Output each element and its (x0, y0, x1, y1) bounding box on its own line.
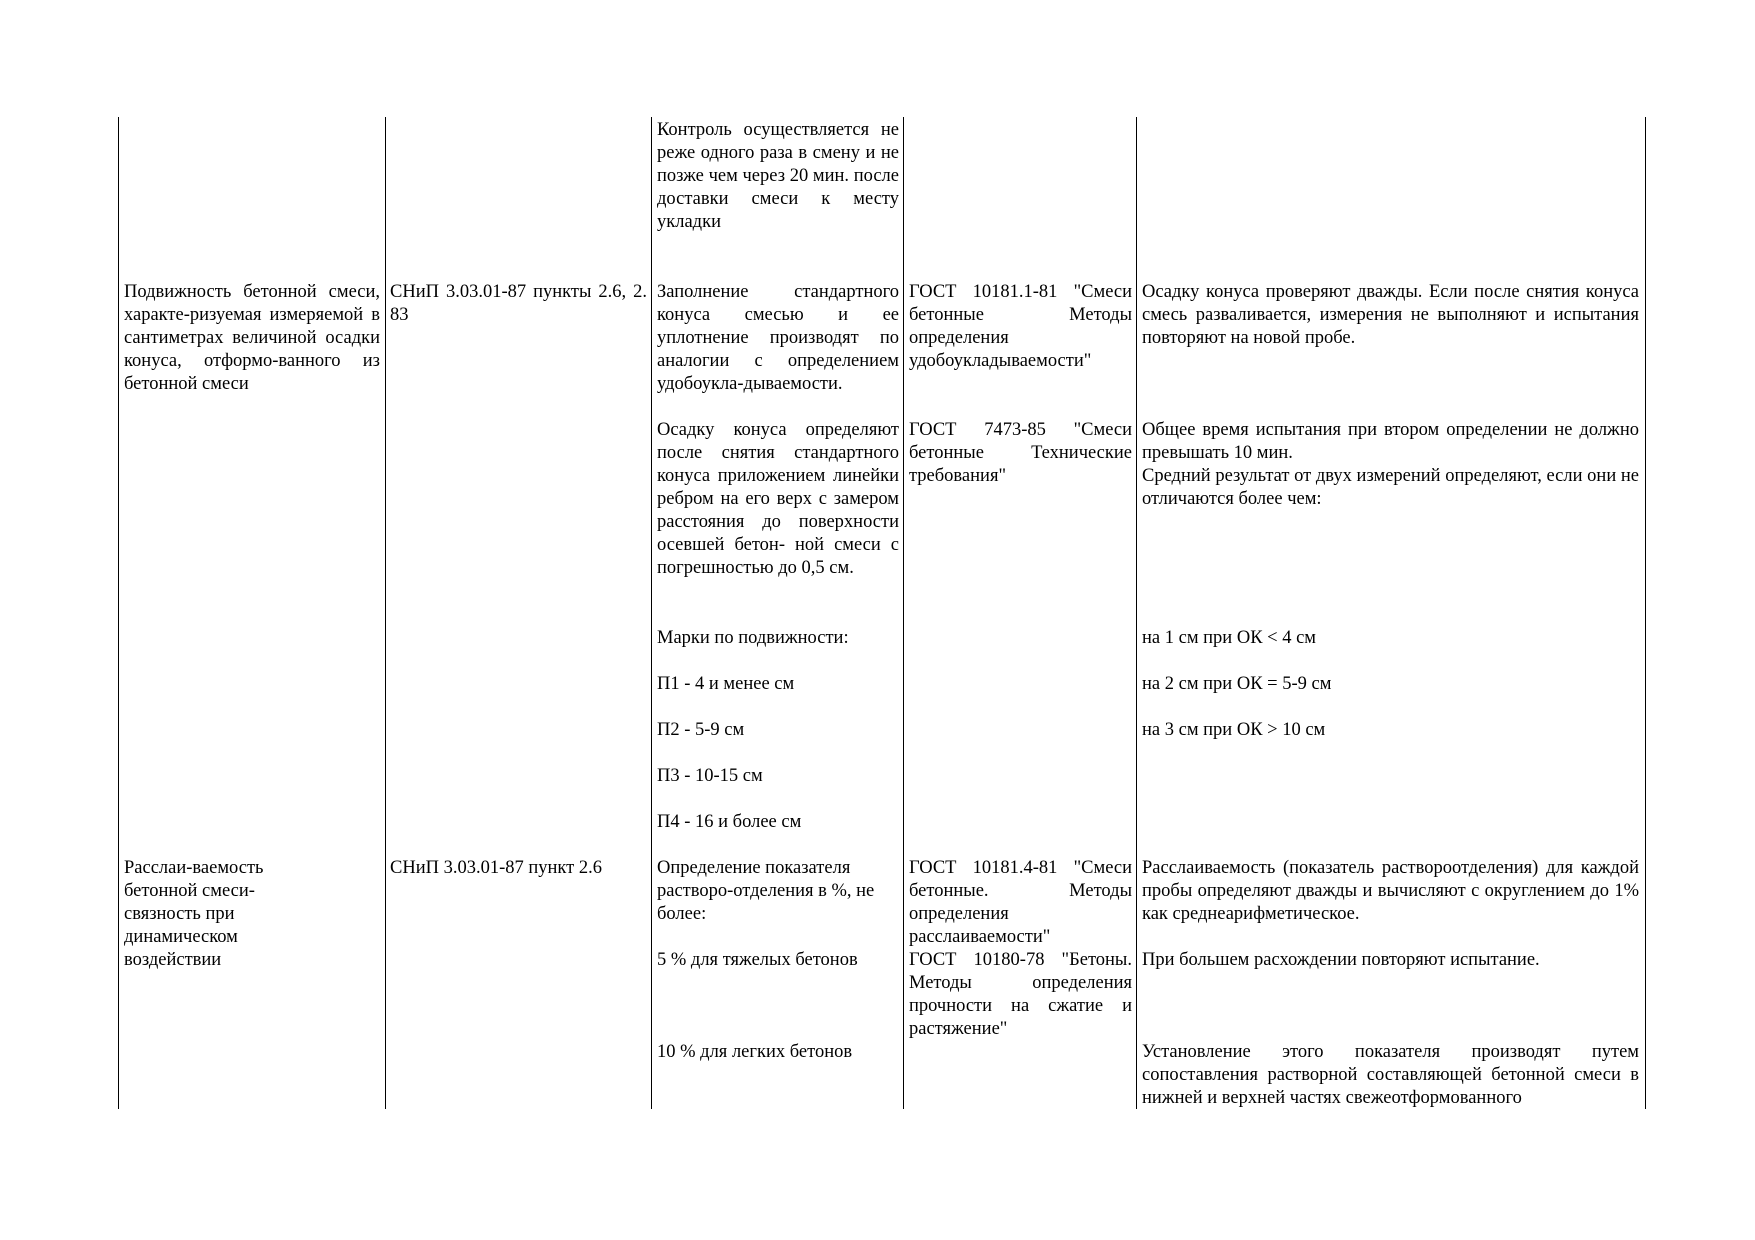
note-mobility-repeat: Осадку конуса проверяют дважды. Если после снятия конуса смесь разваливается, измерения не выполняют и испытания повторяют на новой пробе. (1142, 282, 1639, 348)
mobility-mark-p4: П4 - 16 и более см (657, 812, 802, 832)
normative-mobility: СНиП 3.03.01-87 пункты 2.6, 2. 83 (390, 282, 647, 325)
note-segregation-method: Установление этого показателя производят путем сопоставления растворной составляющей бетонной смеси в нижней и верхней частях свежеотформованного (1142, 1042, 1639, 1108)
normative-segregation: СНиП 3.03.01-87 пункт 2.6 (390, 858, 603, 878)
parameter-segregation: Расслаи-ваемость бетонной смеси-связность при динамическом воздействии (124, 858, 264, 970)
method-segregation-light: 10 % для легких бетонов (657, 1042, 853, 1062)
gost-mobility-requirements: ГОСТ 7473-85 "Смеси бетонные Технические требования" (909, 420, 1132, 486)
gost-segregation-methods: ГОСТ 10181.4-81 "Смеси бетонные. Методы определения расслаиваемости" (909, 858, 1132, 947)
table-border-left (118, 117, 119, 1109)
deviation-2: на 2 см при ОК = 5-9 см (1142, 674, 1332, 694)
column-divider-2 (651, 117, 652, 1109)
parameter-mobility: Подвижность бетонной смеси, характе-ризуемая измеряемой в сантиметрах величиной осадки конуса, отформо-ванного из бетонной смеси (124, 282, 380, 394)
column-divider-3 (903, 117, 904, 1109)
note-segregation-repeat: При большем расхождении повторяют испытание. (1142, 950, 1540, 970)
control-frequency-text: Контроль осуществляется не реже одного раза в смену и не позже чем через 20 мин. после доставки смеси к месту укладки (657, 120, 899, 232)
deviation-1: на 1 см при ОК < 4 см (1142, 628, 1317, 648)
table-border-right (1645, 117, 1646, 1109)
method-mobility-filling: Заполнение стандартного конуса смесью и ее уплотнение производят по аналогии с определением удобоукла-дываемости. (657, 282, 899, 394)
note-segregation-calc: Расслаиваемость (показатель раствороотделения) для каждой пробы определяют дважды и вычисляют с округлением до 1% как среднеарифметическое. (1142, 858, 1639, 924)
gost-strength-methods: ГОСТ 10180-78 "Бетоны. Методы определения прочности на сжатие и растяжение" (909, 950, 1132, 1039)
mobility-mark-p1: П1 - 4 и менее см (657, 674, 795, 694)
mobility-mark-p3: П3 - 10-15 см (657, 766, 763, 786)
method-segregation-heavy: 5 % для тяжелых бетонов (657, 950, 858, 970)
deviation-3: на 3 см при ОК > 10 см (1142, 720, 1326, 740)
note-mobility-average: Средний результат от двух измерений определяют, если они не отличаются более чем: (1142, 466, 1639, 509)
gost-mobility-methods: ГОСТ 10181.1-81 "Смеси бетонные Методы определения удобоукладываемости" (909, 282, 1132, 371)
note-mobility-time-limit: Общее время испытания при втором определении не должно превышать 10 мин. (1142, 420, 1639, 463)
method-segregation-index: Определение показателя растворо-отделения в %, не более: (657, 858, 875, 924)
method-mobility-measure: Осадку конуса определяют после снятия стандартного конуса приложением линейки ребром на его верх с замером расстояния до поверхности осевшей бетон- ной смеси с погрешностью до 0,5 см. (657, 420, 899, 578)
mobility-mark-p2: П2 - 5-9 см (657, 720, 745, 740)
column-divider-4 (1136, 117, 1137, 1109)
column-divider-1 (385, 117, 386, 1109)
mobility-marks-title: Марки по подвижности: (657, 628, 849, 648)
note-mobility-time (1142, 419, 1639, 511)
